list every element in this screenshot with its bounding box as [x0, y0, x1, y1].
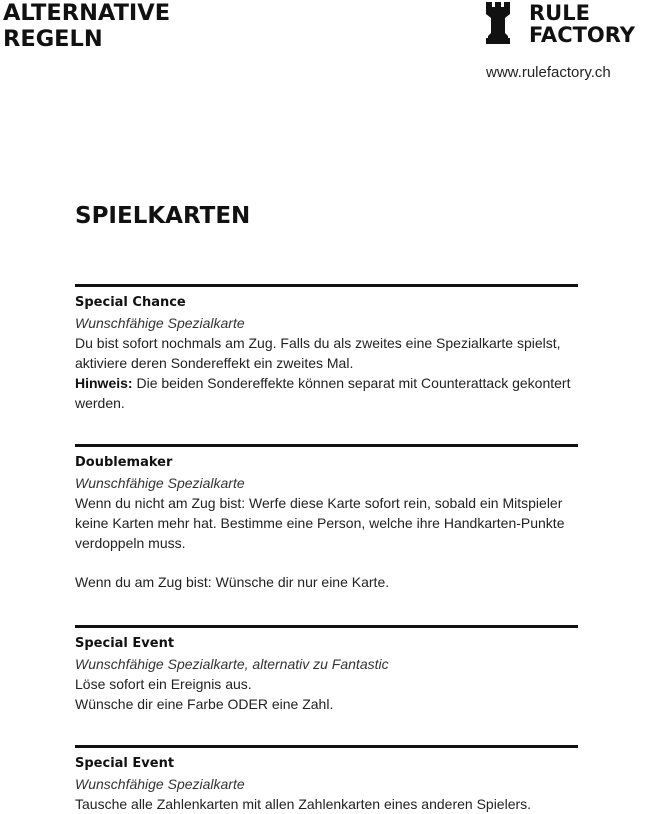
card-description: Wenn du am Zug bist: Wünsche dir nur eine Karte. — [75, 574, 390, 590]
card-note — [75, 373, 578, 413]
card-subtitle: Wunschfähige Spezialkarte — [75, 776, 245, 792]
card-doublemaker — [75, 444, 578, 592]
logo-line-1: RULE — [529, 1, 590, 25]
card-subtitle: Wunschfähige Spezialkarte — [75, 475, 245, 491]
rule-factory-logo — [486, 2, 635, 46]
card-subtitle: Wunschfähige Spezialkarte — [75, 315, 245, 331]
document-title — [3, 0, 170, 52]
card-name: Special Event — [75, 756, 175, 771]
title-line-1: ALTERNATIVE — [3, 0, 171, 26]
title-line-2: REGELN — [3, 26, 103, 52]
card-subtitle: Wunschfähige Spezialkarte, alternativ zu Fantastic — [75, 656, 389, 672]
card-description: Löse sofort ein Ereignis aus. — [75, 676, 252, 692]
card-description: Tausche alle Zahlenkarten mit allen Zahlenkarten eines anderen Spielers. — [75, 796, 532, 812]
card-description: Wünsche dir eine Farbe ODER eine Zahl. — [75, 696, 334, 712]
section-title: SPIELKARTEN — [75, 203, 251, 229]
note-label: Hinweis: — [75, 375, 133, 391]
card-special-event-1 — [75, 625, 578, 714]
card-special-chance — [75, 284, 578, 413]
card-name: Special Event — [75, 636, 175, 651]
card-name: Special Chance — [75, 295, 186, 310]
website-link[interactable]: www.rulefactory.ch — [486, 64, 611, 81]
card-name: Doublemaker — [75, 455, 173, 470]
card-description: Wenn du nicht am Zug bist: Werfe diese Karte sofort rein, sobald ein Mitspieler keine Karten mehr hat. Bestimme eine Person, welche ihre Handkarten-Punkte verdoppeln muss. — [75, 495, 565, 551]
note-text: Die beiden Sondereffekte können separat mit Counterattack gekontert werden. — [75, 375, 571, 411]
card-description: Du bist sofort nochmals am Zug. Falls du als zweites eine Spezialkarte spielst, aktiviere deren Sondereffekt ein zweites Mal. — [75, 335, 561, 371]
logo-line-2: FACTORY — [529, 23, 636, 47]
card-special-event-2 — [75, 745, 578, 814]
rook-icon — [486, 2, 510, 44]
